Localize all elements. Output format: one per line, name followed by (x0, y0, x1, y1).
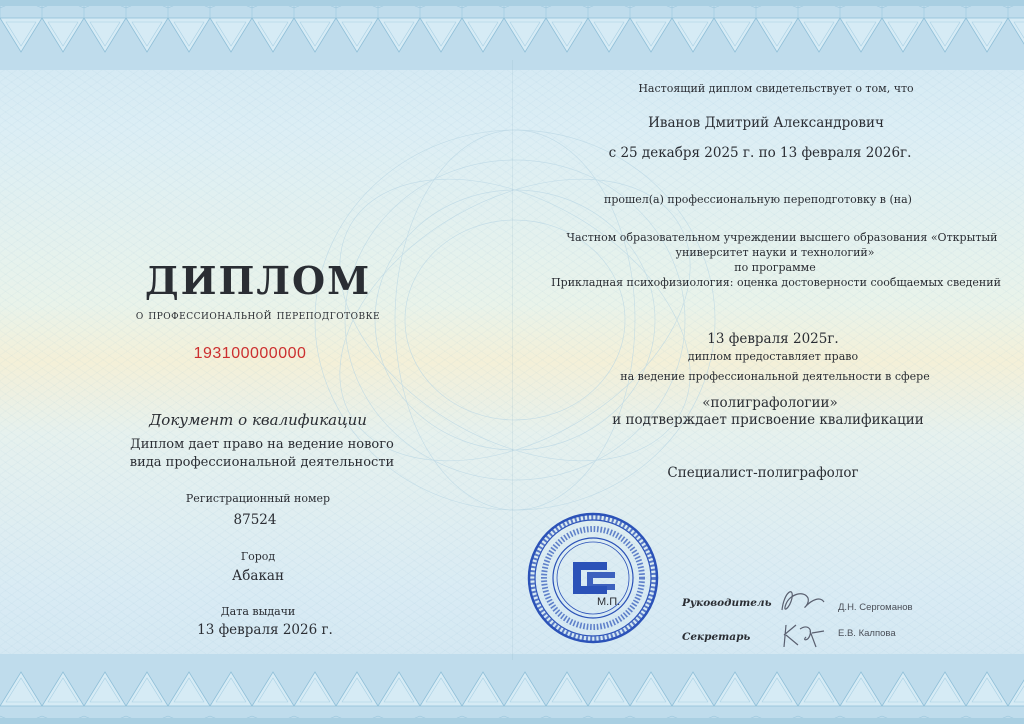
activity-sphere-text: на ведение профессиональной деятельности в сфере (620, 370, 930, 383)
city-value: Абакан (232, 568, 284, 584)
registration-number: 87524 (233, 512, 277, 528)
issue-date-value: 13 февраля 2026 г. (197, 622, 333, 638)
official-seal (525, 510, 661, 646)
secretary-label: Секретарь (682, 631, 751, 643)
center-fold (512, 60, 513, 660)
registration-label: Регистрационный номер (185, 492, 331, 505)
sphere-name: «полиграфологии» (702, 395, 838, 411)
head-signature (772, 580, 832, 622)
institution-line-2: университет науки и технологий» (675, 246, 875, 259)
serial-number: 193100000000 (193, 345, 307, 362)
issue-date-label: Дата выдачи (220, 605, 296, 618)
secretary-name: Е.В. Калпова (838, 628, 896, 639)
head-label: Руководитель (682, 597, 772, 609)
institution-line-1: Частном образовательном учреждении высшего образования «Открытый (566, 231, 998, 244)
passed-training-text: прошел(а) профессиональную переподготовку в (на) (604, 193, 912, 206)
qualification-title: Специалист-полиграфолог (667, 465, 859, 481)
city-label: Город (240, 550, 276, 563)
rights-line-2: вида профессиональной деятельности (129, 455, 395, 470)
diploma-subtitle: о профессиональной переподготовке (135, 308, 381, 323)
document-type: Документ о квалификации (149, 411, 367, 429)
grants-right-text: диплом предоставляет право (687, 350, 859, 363)
seal-mark-text: М.П. (597, 596, 621, 608)
secretary-signature (772, 617, 832, 653)
decision-date: 13 февраля 2025г. (707, 331, 839, 347)
intro-text: Настоящий диплом свидетельствует о том, что (638, 82, 914, 95)
rights-line-1: Диплом дает право на ведение нового (130, 437, 394, 452)
confirms-qualification-text: и подтверждает присвоение квалификации (612, 412, 924, 428)
decorative-bottom-border (0, 654, 1024, 724)
head-name: Д.Н. Сергоманов (838, 602, 913, 613)
recipient-name: Иванов Дмитрий Александрович (648, 115, 884, 131)
by-program-text: по программе (734, 261, 816, 274)
training-period: с 25 декабря 2025 г. по 13 февраля 2026г. (608, 145, 912, 161)
program-name: Прикладная психофизиология: оценка достоверности сообщаемых сведений (551, 276, 1001, 289)
diploma-title: ДИПЛОМ (144, 258, 372, 303)
